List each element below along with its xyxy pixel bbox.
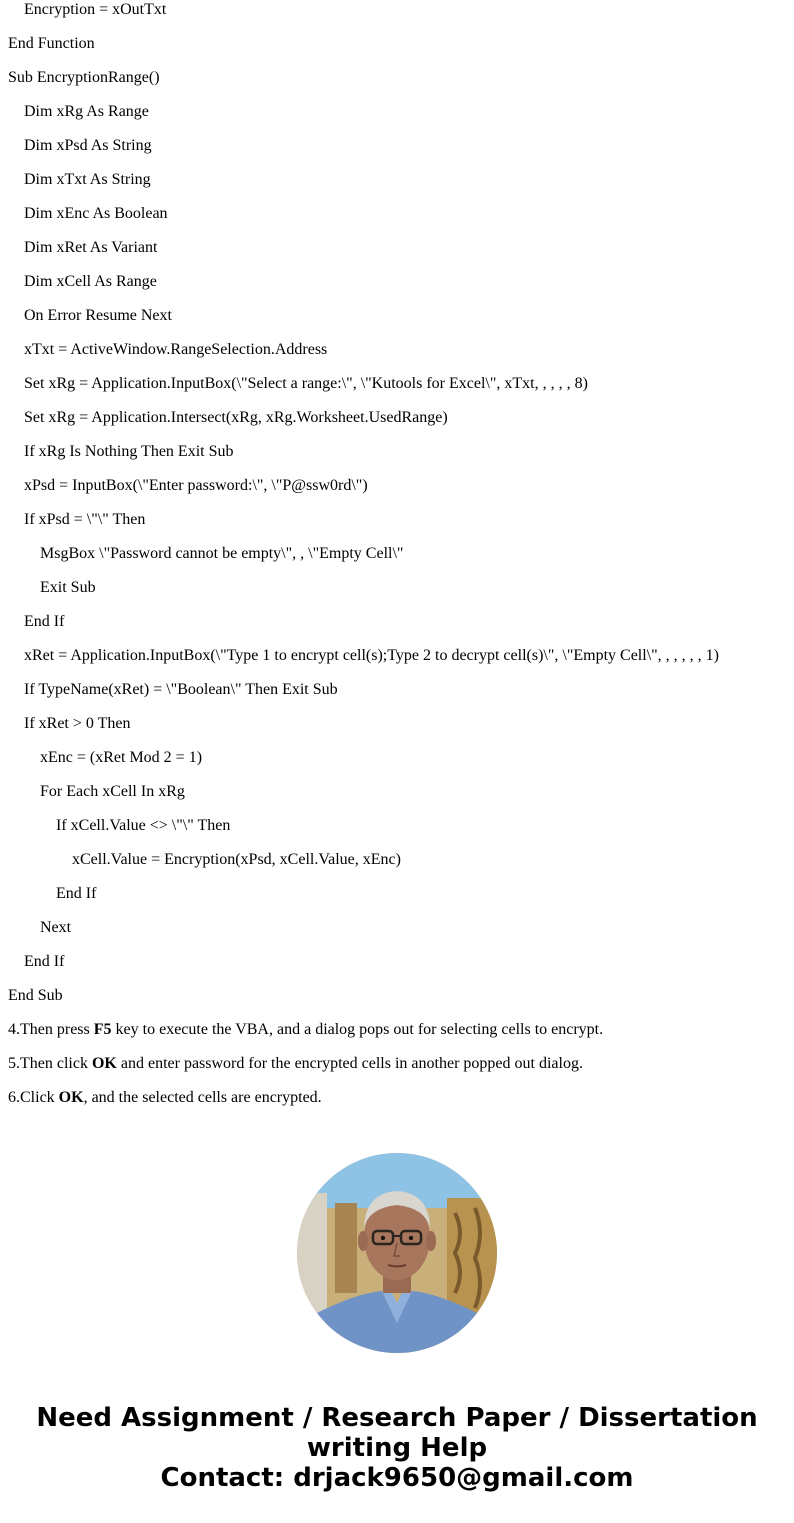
step-5 bbox=[8, 1047, 794, 1081]
code-line: MsgBox \"Password cannot be empty\", , \"Empty Cell\" bbox=[40, 545, 404, 562]
code-line: xTxt = ActiveWindow.RangeSelection.Address bbox=[24, 341, 328, 358]
step-4 bbox=[8, 1013, 794, 1047]
code-line: If xRet > 0 Then bbox=[24, 715, 131, 732]
code-line: End Sub bbox=[8, 987, 63, 1004]
code-line: Dim xTxt As String bbox=[24, 171, 151, 188]
vba-code-block bbox=[8, 0, 794, 1013]
code-line: Next bbox=[40, 919, 72, 936]
contact-email: Contact: drjack9650@gmail.com bbox=[160, 1463, 634, 1493]
code-line: End If bbox=[24, 613, 65, 630]
promo-line: writing Help bbox=[306, 1433, 488, 1463]
code-line: Dim xEnc As Boolean bbox=[24, 205, 168, 222]
instruction-steps bbox=[8, 1013, 794, 1115]
code-line: Exit Sub bbox=[40, 579, 96, 596]
step-6 bbox=[8, 1081, 794, 1115]
code-line: xPsd = InputBox(\"Enter password:\", \"P@ssw0rd\") bbox=[24, 477, 368, 494]
code-line: Dim xPsd As String bbox=[24, 137, 152, 154]
code-line: If xCell.Value <> \"\" Then bbox=[56, 817, 231, 834]
code-line: On Error Resume Next bbox=[24, 307, 172, 324]
step-key: OK bbox=[91, 1055, 117, 1072]
code-line: End If bbox=[24, 953, 65, 970]
code-line: Encryption = xOutTxt bbox=[24, 1, 167, 18]
code-line: Set xRg = Application.Intersect(xRg, xRg.Worksheet.UsedRange) bbox=[24, 409, 448, 426]
author-avatar bbox=[297, 1153, 497, 1353]
code-line: xRet = Application.InputBox(\"Type 1 to encrypt cell(s);Type 2 to decrypt cell(s)\", \"Empty Cell\", , , , , , 1) bbox=[24, 647, 719, 664]
step-text: 4.Then press bbox=[8, 1021, 94, 1038]
code-line: xEnc = (xRet Mod 2 = 1) bbox=[40, 749, 203, 766]
code-line: Dim xRg As Range bbox=[24, 103, 149, 120]
code-line: End Function bbox=[8, 35, 95, 52]
code-line: Sub EncryptionRange() bbox=[8, 69, 160, 86]
code-line: Dim xRet As Variant bbox=[24, 239, 158, 256]
promo-banner bbox=[0, 1403, 794, 1493]
code-line: Set xRg = Application.InputBox(\"Select a range:\", \"Kutools for Excel\", xTxt, , , , , 8) bbox=[24, 375, 588, 392]
code-line: End If bbox=[56, 885, 97, 902]
step-text: key to execute the VBA, and a dialog pops out for selecting cells to encrypt. bbox=[111, 1021, 604, 1038]
code-line: If xRg Is Nothing Then Exit Sub bbox=[24, 443, 234, 460]
code-line: For Each xCell In xRg bbox=[40, 783, 185, 800]
code-line: If xPsd = \"\" Then bbox=[24, 511, 146, 528]
promo-line: Need Assignment / Research Paper / Dissertation bbox=[36, 1403, 758, 1433]
step-text: , and the selected cells are encrypted. bbox=[83, 1089, 322, 1106]
code-line: Dim xCell As Range bbox=[24, 273, 157, 290]
step-text: and enter password for the encrypted cells in another popped out dialog. bbox=[116, 1055, 583, 1072]
step-key: F5 bbox=[93, 1021, 112, 1038]
step-key: OK bbox=[58, 1089, 84, 1106]
code-line: If TypeName(xRet) = \"Boolean\" Then Exit Sub bbox=[24, 681, 338, 698]
step-text: 6.Click bbox=[8, 1089, 59, 1106]
step-text: 5.Then click bbox=[8, 1055, 92, 1072]
code-line: xCell.Value = Encryption(xPsd, xCell.Value, xEnc) bbox=[72, 851, 401, 868]
